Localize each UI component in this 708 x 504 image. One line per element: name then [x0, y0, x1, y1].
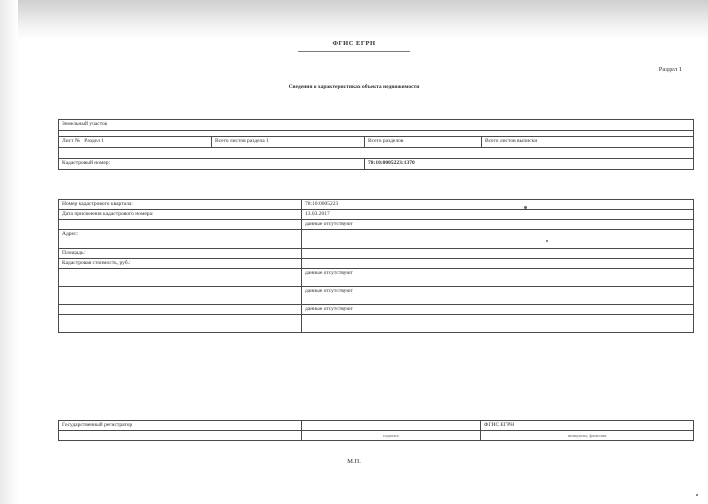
role-caption [59, 431, 302, 441]
row-value [302, 249, 694, 259]
row-value: 13.03.2017 [302, 210, 694, 220]
row-key: Площадь: [59, 249, 302, 259]
signature-table [58, 420, 694, 441]
table-row [59, 259, 694, 269]
table-row [59, 249, 694, 259]
scan-edge-shadow [0, 0, 18, 504]
row-value: данные отсутствуют [302, 269, 694, 287]
scan-speck [546, 240, 548, 242]
cadastral-number-value: 78:10:0005223:1370 [365, 159, 694, 170]
row-value: 78:10:0005223 [302, 200, 694, 210]
row-value: данные отсутствуют [302, 305, 694, 315]
row-value [302, 259, 694, 269]
total-sheets-extract-cell: Всего листов выписки [482, 137, 694, 148]
name-caption: инициалы, фамилия [481, 431, 694, 441]
table-row [59, 230, 694, 249]
row-key: Дата присвоения кадастрового номера: [59, 210, 302, 220]
scan-shadow [0, 0, 708, 40]
table-row [59, 220, 694, 230]
scan-speck [696, 494, 698, 496]
section-tag: Раздел 1 [658, 66, 682, 73]
object-type: Земельный участок [59, 120, 694, 131]
row-key: Кадастровая стоимость, руб.: [59, 259, 302, 269]
row-key [59, 287, 302, 305]
row-key [59, 220, 302, 230]
row-key [59, 269, 302, 287]
table-row [59, 210, 694, 220]
row-value [302, 315, 694, 333]
registry-name: ФГИС ЕГРН [481, 421, 694, 431]
table-row [59, 287, 694, 305]
agency-name: ФГИС ЕГРН [332, 40, 376, 47]
table-row [59, 200, 694, 210]
row-key: Номер кадастрового квартала: [59, 200, 302, 210]
row-key [59, 305, 302, 315]
row-value: данные отсутствуют [302, 287, 694, 305]
total-sections-cell: Всего разделов [365, 137, 482, 148]
row-value [302, 230, 694, 249]
section-number: 1 [101, 138, 104, 144]
signature-caption: подпись [302, 431, 481, 441]
cadastral-number-label: Кадастровый номер: [59, 159, 365, 170]
total-sheets-section-label: Всего листов раздела [215, 138, 265, 144]
characteristics-table [58, 199, 694, 333]
table-row [59, 269, 694, 287]
row-key [59, 315, 302, 333]
sheet-no-label: Лист № [62, 138, 81, 144]
stamp-place: М.П. [347, 458, 361, 465]
total-sheets-section-cell [212, 137, 365, 148]
signature-field [302, 421, 481, 431]
table-row [59, 305, 694, 315]
land-plot-header-table [58, 119, 694, 170]
scan-speck [524, 206, 527, 209]
row-key: Адрес: [59, 230, 302, 249]
sheet-number-cell [59, 137, 212, 148]
date-and-number [59, 148, 694, 159]
agency-caption [298, 51, 410, 53]
section-label: Раздел [84, 138, 100, 144]
registrar-role: Государственный регистратор [59, 421, 302, 431]
document-subtitle: Сведения о характеристиках объекта недвижимости [288, 84, 420, 90]
table-row [59, 315, 694, 333]
total-sheets-section-value: 1 [266, 138, 269, 144]
row-value: данные отсутствуют [302, 220, 694, 230]
